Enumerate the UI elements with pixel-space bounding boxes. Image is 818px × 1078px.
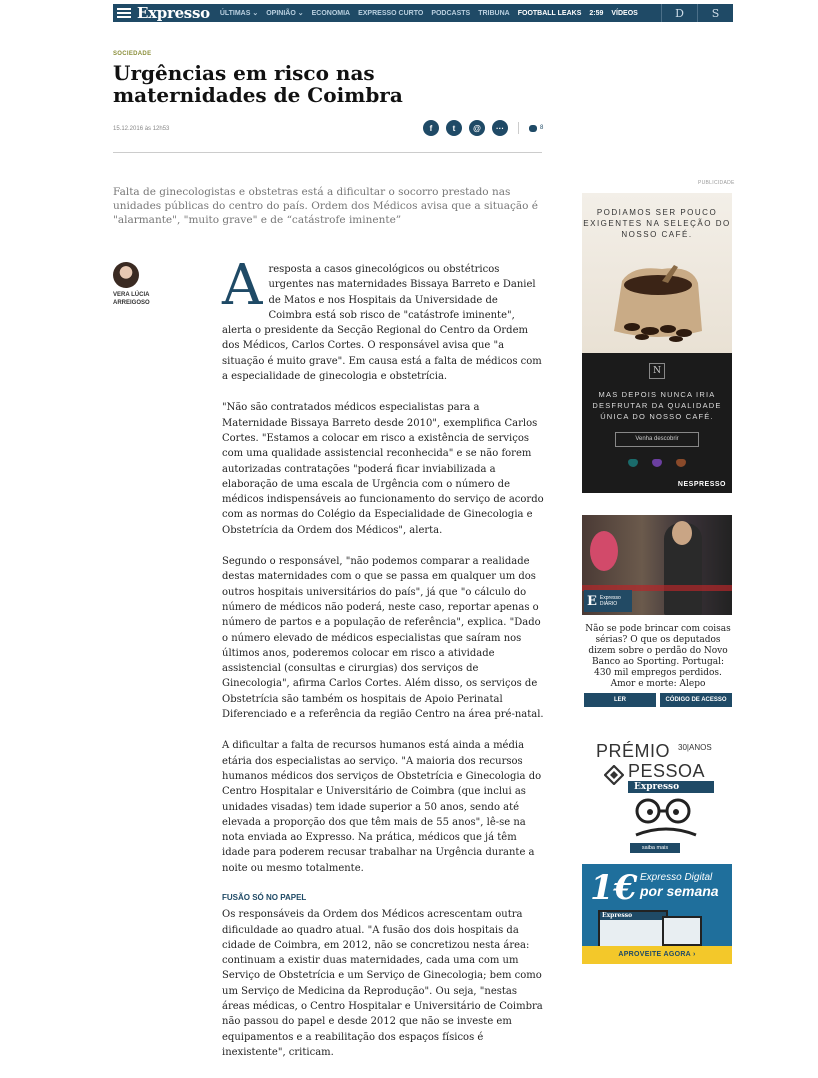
- nav-item-opiniao[interactable]: OPINIÃO ⌄: [266, 10, 304, 17]
- paragraph-2: "Não são contratados médicos especialistas para a Maternidade Bissaya Barreto desde 2010", exemplifica Carlos Cortes. "Estamos a colocar em risco a existência de serviços com uma qualidade assistencial reconhecida" e se não forem autorizadas contratações "poderá ficar inviabilizada a elaboração de uma escala de Urgência com o número de médicos indispensáveis ao funcionamento do serviço de acordo com as normas do Colégio da Especialidade de Ginecologia e Obstetrícia da Ordem dos Médicos", alerta.: [222, 402, 544, 536]
- twitter-icon[interactable]: t: [446, 120, 462, 136]
- hamburger-menu-icon[interactable]: [117, 8, 131, 18]
- digital-price: 1€: [590, 868, 638, 908]
- nespresso-logo: N: [649, 363, 665, 379]
- article-subhead: FUSÃO SÓ NO PAPEL: [222, 892, 307, 902]
- top-bar: [0, 0, 818, 26]
- comments-count: 8: [540, 125, 544, 131]
- premio-pessoa-ad[interactable]: [582, 735, 732, 855]
- expresso-diario-summary[interactable]: Não se pode brincar com coisas sérias? O que os deputados dizem sobre o perdão do Novo Banco ao Sporting. Portugal: 430 mil empregos perdidos. Amor e morte: Alepo: [585, 624, 731, 689]
- photo-figure: [672, 521, 692, 545]
- nav-item-football-leaks[interactable]: FOOTBALL LEAKS: [517, 9, 582, 17]
- nav-item-videos[interactable]: VÍDEOS: [611, 9, 638, 17]
- article-date: 15.12.2016 às 12h53: [113, 126, 170, 132]
- premio-expresso-bar: Expresso: [628, 781, 714, 793]
- nespresso-bottom-text: MAS DEPOIS NUNCA IRIA DESFRUTAR DA QUALIDADE ÚNICA DO NOSSO CAFÉ.: [592, 390, 722, 421]
- diario-badge-line1: Expresso: [599, 595, 621, 601]
- aproveite-agora-button[interactable]: APROVEITE AGORA ›: [582, 946, 732, 964]
- laptop-device-icon: [662, 916, 702, 946]
- capsules: [582, 459, 732, 467]
- diario-badge-line2: DIÁRIO: [599, 601, 618, 607]
- paragraph-1-text: resposta a casos ginecológicos ou obstétricos urgentes nas maternidades Bissaya Barreto e Daniel de Matos e nos Hospitais da Universidade de Coimbra está sob risco de "catástrofe iminente", alerta o presidente da Secção Regional do Centro da Ordem dos Médicos, Carlos Cortes. O responsável avisa que "a situação é muito grave". Em causa está a falta de médicos com a especialidade de ginecologia e obstetrícia.: [222, 264, 542, 383]
- capsule-icon: [652, 459, 662, 467]
- paragraph-5: Os responsáveis da Ordem dos Médicos acrescentam outra dificuldade ao quadro atual. "A fusão dos dois hospitais da cidade de Coimbra, em 2012, não se concretizou nesta área: continuam a existir duas maternidades, cada uma com um Serviço de Obstetrícia e um Serviço de Ginecologia; bem como um Serviço de Medicina da Reprodução". Ou seja, "nestas áreas médicas, o Centro Hospitalar e Universitário de Coimbra não passou do papel e desde 2012 que não se investe em equipamentos e a reabilitação dos espaços físicos é inexistente", criticam.: [222, 909, 543, 1058]
- pessoa-glasses-icon: [626, 795, 706, 841]
- nav-item-economia[interactable]: ECONOMIA: [311, 9, 351, 17]
- paragraph-3: Segundo o responsável, "não podemos comparar a realidade destas maternidades com o que se passa em qualquer um dos outros hospitais universitários do país", já que "o cálculo do número de médicos não poderá, neste caso, reportar apenas o número de partos e a população de referência", explica. "Dado o número elevado de médicos especialistas que saíram nos últimos anos, poderemos colocar em risco a atividade assistencial (consultas e cirurgias) dos serviços de Ginecologia", afirma Carlos Cortes. Além disso, os serviços de Obstetrícia são também os hospitais de Apoio Perinatal Diferenciado e a referência da região Centro na área pré-natal.: [222, 556, 544, 721]
- nav-item-259[interactable]: 2:59: [589, 9, 604, 17]
- expresso-digital-ad[interactable]: [582, 864, 732, 964]
- nespresso-discover-button[interactable]: Venha descobrir: [615, 432, 699, 447]
- article-lead: Falta de ginecologistas e obstetras está a dificultar o socorro prestado nas unidades públicas do centro do país. Ordem dos Médicos avisa que a situação é "alarmante", "muito grave" e de “catástrofe iminente”: [113, 186, 539, 226]
- coffee-sack-icon: [602, 261, 712, 343]
- comments-link[interactable]: [529, 125, 543, 132]
- diario-buttons: [584, 693, 732, 707]
- premio-anos: 30|ANOS: [678, 743, 712, 752]
- nespresso-top-text: PODIAMOS SER POUCO EXIGENTES NA SELEÇÃO DO NOSSO CAFÉ.: [583, 208, 731, 239]
- email-icon[interactable]: @: [469, 120, 485, 136]
- main-nav: [113, 4, 733, 22]
- device-header: Expresso: [600, 912, 666, 920]
- read-button[interactable]: LER: [584, 693, 656, 707]
- expresso-e-logo: E: [587, 593, 597, 609]
- tablet-device-icon: [598, 910, 668, 948]
- access-code-button[interactable]: CÓDIGO DE ACESSO: [660, 693, 732, 707]
- nespresso-ad[interactable]: [582, 193, 732, 493]
- section-kicker[interactable]: SOCIEDADE: [113, 51, 152, 57]
- paragraph-1: [222, 253, 544, 384]
- header-divider: [113, 152, 542, 153]
- nav-right: [661, 4, 733, 22]
- photo-figure: [590, 531, 618, 571]
- nav-item-tribuna[interactable]: TRIBUNA: [478, 9, 510, 17]
- paragraph-4: A dificultar a falta de recursos humanos está ainda a média etária dos especialistas ao serviço. "A maioria dos recursos humanos médicos dos serviços de Obstetrícia e Ginecologia do Centro Hospitalar e Universitário de Coimbra (que inclui as unidades visadas) tem idade superior a 50 anos, sendo até elevada a proporção dos que têm mais de 55 anos", lê-se na nota enviada ao Expresso. Na prática, médicos que já têm idade para poderem recusar trabalhar na Urgência durante a noite ou mesmo totalmente.: [222, 740, 542, 874]
- digital-line1: Expresso Digital: [640, 872, 713, 883]
- nav-item-podcasts[interactable]: PODCASTS: [431, 9, 471, 17]
- facebook-icon[interactable]: f: [423, 120, 439, 136]
- author-avatar[interactable]: [113, 262, 139, 288]
- article-body: [222, 253, 544, 1076]
- diario-badge-text: [600, 595, 621, 607]
- author-block: [113, 262, 173, 307]
- site-logo[interactable]: Expresso: [137, 4, 210, 22]
- more-icon[interactable]: ···: [492, 120, 508, 136]
- article-title: Urgências em risco nas maternidades de Coimbra: [113, 61, 403, 107]
- comment-bubble-icon: [529, 125, 537, 132]
- nav-diario-button[interactable]: D: [661, 4, 697, 22]
- author-name[interactable]: VERA LÚCIA ARREIGOSO: [113, 292, 150, 306]
- nav-item-expresso-curto[interactable]: EXPRESSO CURTO: [358, 9, 424, 17]
- nav-item-ultimas[interactable]: ÚLTIMAS ⌄: [219, 10, 259, 17]
- premio-line2: PESSOA: [628, 761, 706, 781]
- share-divider: [518, 122, 519, 134]
- premio-saiba-mais-button[interactable]: saiba mais: [630, 843, 680, 853]
- cgd-logo-icon: [604, 765, 624, 785]
- nespresso-ad-top: [582, 193, 732, 353]
- advertising-label: PUBLICIDADE: [698, 180, 735, 186]
- digital-line2: por semana: [640, 883, 719, 899]
- expresso-diario-badge: [584, 590, 632, 612]
- nav-items: [220, 9, 638, 17]
- capsule-icon: [676, 459, 686, 467]
- premio-line1: PRÉMIO: [596, 741, 671, 761]
- capsule-icon: [628, 459, 638, 467]
- nespresso-brand: NESPRESSO: [677, 481, 726, 488]
- nav-semanario-button[interactable]: S: [697, 4, 733, 22]
- share-bar: [423, 120, 543, 136]
- dropcap: A: [222, 253, 263, 318]
